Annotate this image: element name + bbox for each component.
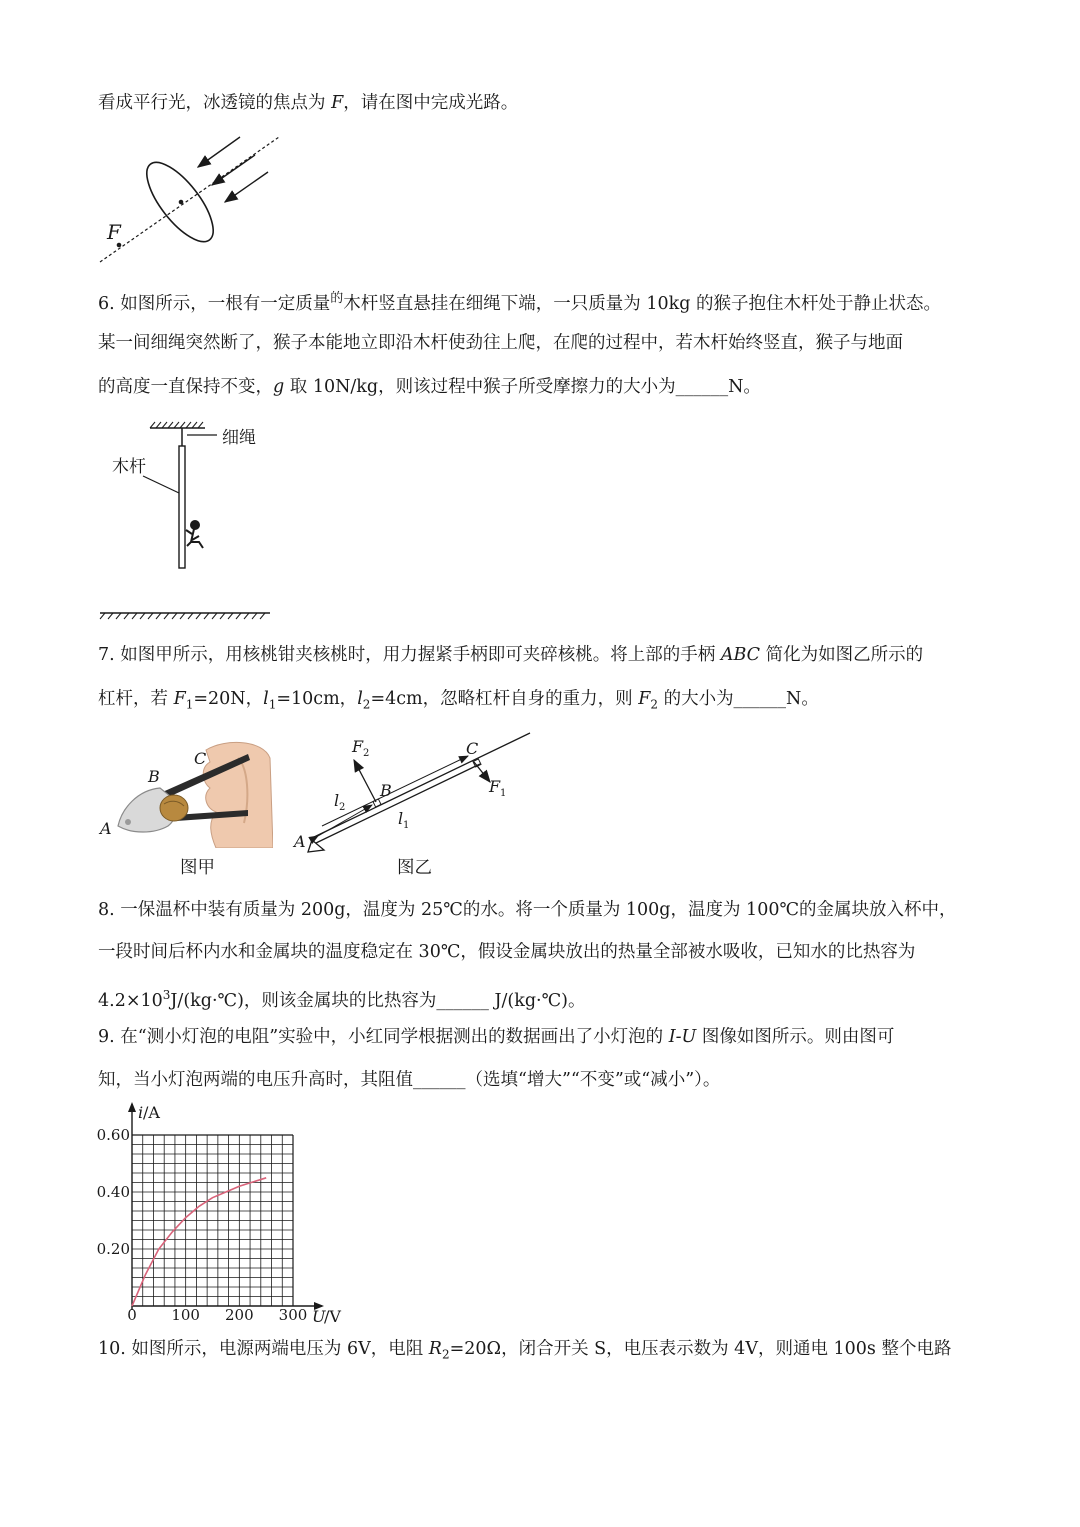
x-tick-label: 200 xyxy=(225,1306,254,1324)
q6-line-2: 某一间细绳突然断了，猴子本能地立即沿木杆使劲往上爬，在爬的过程中，若木杆始终竖直，猴子与地面 xyxy=(98,333,903,353)
q8-line-1: 8. 一保温杯中装有质量为 200g，温度为 25℃的水。将一个质量为 100g，温度为 100℃的金属块放入杯中， xyxy=(98,900,957,920)
x-axis-label xyxy=(312,1307,341,1326)
l1-line xyxy=(322,756,468,826)
caption-jia: 图甲 xyxy=(180,858,215,878)
svg-text:l: l xyxy=(398,809,404,828)
ray-3 xyxy=(225,172,268,202)
monkey-icon xyxy=(186,521,203,548)
lever-diagram xyxy=(290,730,540,855)
chart-grid xyxy=(132,1135,293,1306)
svg-text:2: 2 xyxy=(339,802,346,813)
svg-text:l: l xyxy=(334,791,340,810)
q9-line-2: 知，当小灯泡两端的电压升高时，其阻值______（选填“增大”“不变”或“减小”）。 xyxy=(98,1070,721,1090)
y-tick-label: 0.60 xyxy=(96,1126,130,1144)
F1-arrow xyxy=(474,762,490,782)
svg-text:F: F xyxy=(352,737,364,756)
y-axis-arrow-icon xyxy=(128,1102,136,1112)
svg-text:/A: /A xyxy=(143,1103,160,1122)
y-tick-label: 0.20 xyxy=(96,1240,130,1258)
q5-text-a: 看成平行光，冰透镜的焦点为 xyxy=(98,93,332,113)
lens-figure xyxy=(95,125,295,270)
walnut xyxy=(160,795,188,821)
q6-line-1: 6. 如图所示，一根有一定质量$^的$木杆竖直悬挂在细绳下端，一只质量为 10kg 的猴子抱住木杆处于静止状态。 xyxy=(98,291,941,314)
F2-arrow xyxy=(354,760,376,802)
svg-text:1: 1 xyxy=(500,788,507,799)
x-tick-label: 0 xyxy=(127,1306,137,1324)
nutcracker-photo xyxy=(98,738,273,848)
x-tick-label: 100 xyxy=(171,1306,200,1324)
label-C: C xyxy=(466,739,479,758)
label-l1 xyxy=(398,809,409,831)
q8-line-2: 一段时间后杯内水和金属块的温度稳定在 30℃，假设金属块放出的热量全部被水吸收，已知水的比热容为 xyxy=(98,942,916,962)
iu-chart xyxy=(90,1100,360,1330)
chart-ticks xyxy=(97,1126,308,1324)
photo-label-A: A xyxy=(100,819,112,838)
q5-text xyxy=(98,91,518,115)
label-l2 xyxy=(334,791,345,813)
svg-text:/V: /V xyxy=(324,1307,341,1326)
q7-line-1: 7. 如图甲所示，用核桃钳夹核桃时，用力握紧手柄即可夹碎核桃。将上部的手柄 ABC 简化为如图乙所示的 xyxy=(98,645,924,665)
caption-yi: 图乙 xyxy=(397,858,432,878)
y-tick-label: 0.40 xyxy=(96,1183,130,1201)
svg-text:1: 1 xyxy=(403,820,410,831)
lens-center-dot xyxy=(179,200,184,205)
optical-axis xyxy=(100,137,279,262)
label-B: B xyxy=(380,781,392,800)
q5-text-F: F xyxy=(331,93,344,113)
pole-pointer xyxy=(143,476,179,493)
photo-label-B: B xyxy=(148,767,160,786)
x-tick-label: 300 xyxy=(278,1306,308,1324)
svg-text:i: i xyxy=(138,1103,144,1122)
label-F2 xyxy=(351,737,369,759)
ray-1 xyxy=(198,137,240,167)
q6-line-3: 的高度一直保持不变，g 取 10N/kg，则该过程中猴子所受摩擦力的大小为______N。 xyxy=(98,377,761,397)
q7-line-2: 杠杆，若 $F_1=20N$，$l_1=10cm$，$l_2=4cm$，忽略杠杆自身的重力，则 $F_2$ 的大小为______N。 xyxy=(98,689,819,712)
q9-line-1: 9. 在“测小灯泡的电阻”实验中，小红同学根据测出的数据画出了小灯泡的 I-U 图像如图所示。则由图可 xyxy=(98,1027,895,1047)
pole-label: 木杆 xyxy=(112,457,146,477)
pole xyxy=(179,446,185,568)
ray-2 xyxy=(212,155,255,185)
photo-label-C: C xyxy=(194,749,207,768)
fulcrum-icon xyxy=(308,840,324,852)
svg-text:2: 2 xyxy=(363,748,370,759)
q5-text-b: ，请在图中完成光路。 xyxy=(343,93,519,113)
q10-line-1: 10. 如图所示，电源两端电压为 6V，电阻 $R_2=20\Omega$，闭合开关 S，电压表示数为 4V，则通电 100s 整个电路 xyxy=(98,1339,952,1362)
ceiling-hatch xyxy=(150,422,203,428)
svg-text:F: F xyxy=(489,777,501,796)
q8-line-3: $4.2\times 10^3J/(kg\cdot℃)$，则该金属块的比热容为______ J/(kg·℃)。 xyxy=(98,988,586,1011)
label-F1 xyxy=(488,777,506,799)
ground-hatch xyxy=(100,613,270,619)
pole-figure xyxy=(95,418,285,623)
svg-text:U: U xyxy=(312,1307,326,1326)
focus-label: F xyxy=(107,220,121,244)
y-axis-label xyxy=(138,1103,160,1122)
rope-label: 细绳 xyxy=(222,428,256,448)
label-A: A xyxy=(294,832,306,851)
